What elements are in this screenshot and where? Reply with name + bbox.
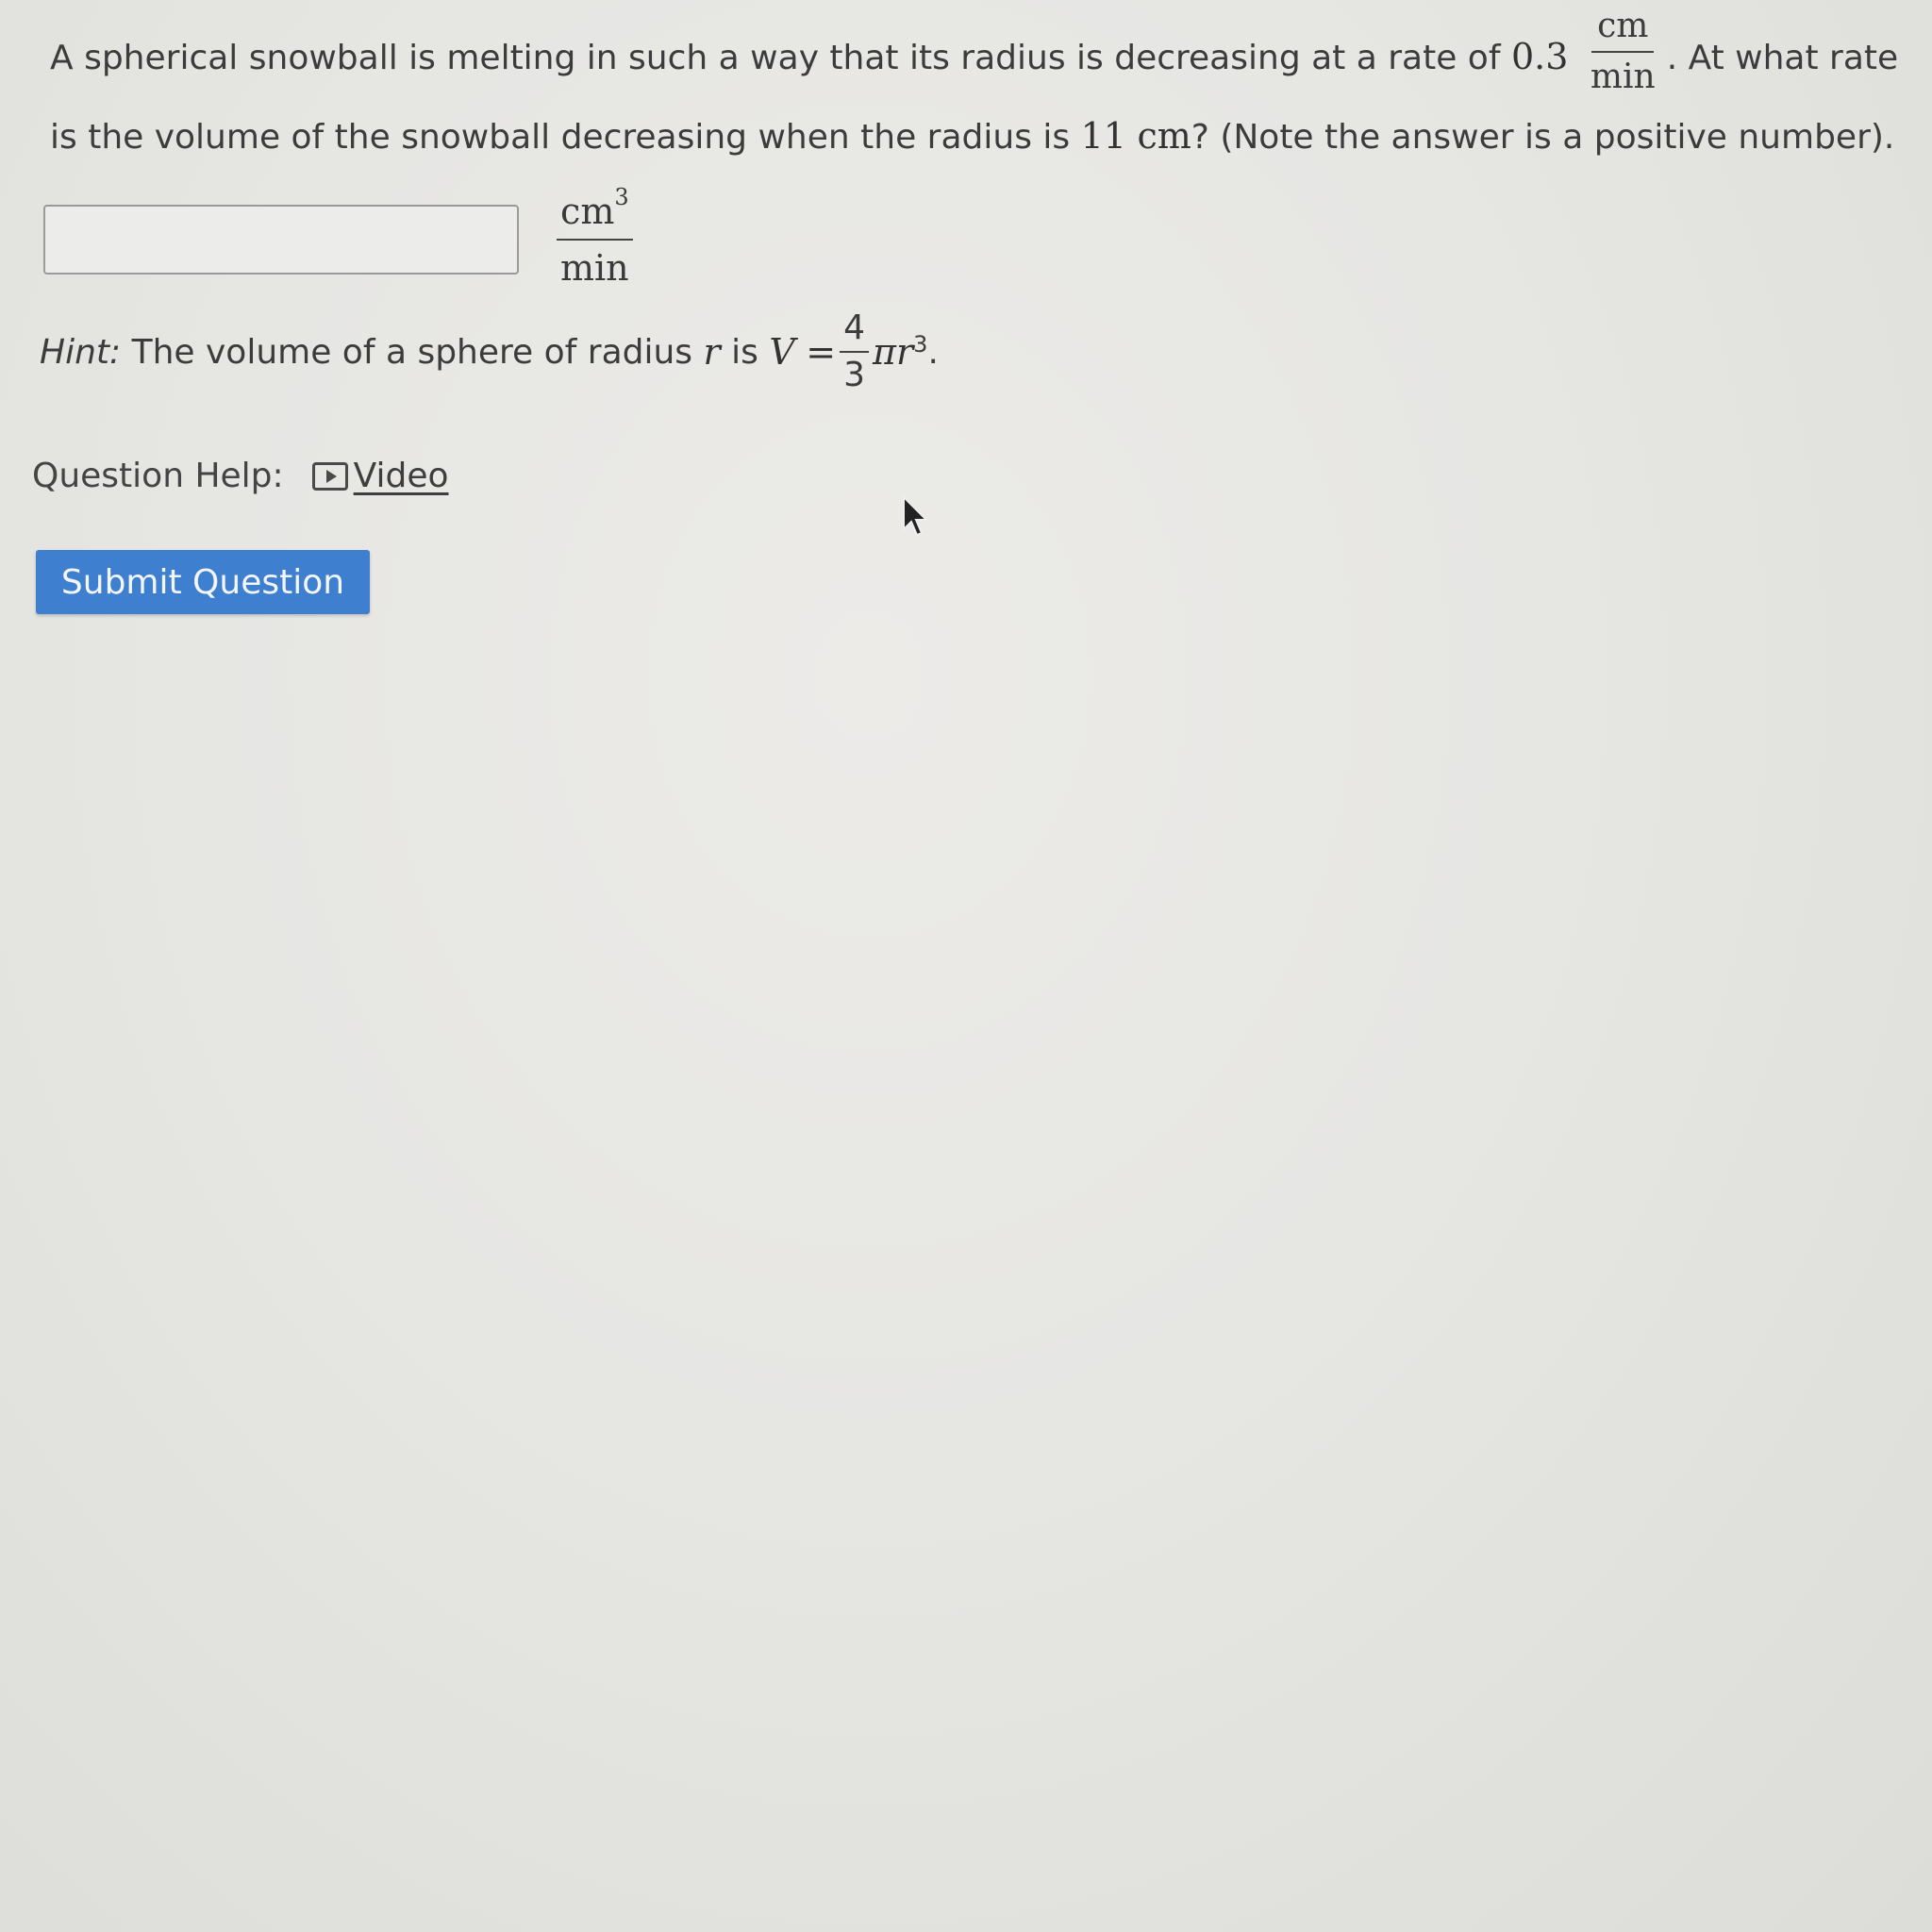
video-link[interactable]: [312, 457, 449, 495]
answer-unit-numerator: [557, 184, 633, 241]
rate-unit-numerator: cm: [1591, 9, 1654, 53]
hint: [40, 308, 939, 394]
hint-text: The volume of a sphere of radius: [131, 332, 693, 372]
hint-period: .: [927, 332, 939, 372]
question-help: [32, 457, 449, 495]
question-text-part3: ? (Note the answer is a positive number).: [1191, 118, 1895, 157]
rate-unit-fraction: [1585, 9, 1661, 94]
question-text-part2: . At what rate is the volume of the snowball decreasing when the radius is: [50, 39, 1899, 157]
answer-row: [43, 184, 639, 289]
hint-is: is: [731, 332, 758, 372]
question-help-label: Question Help:: [32, 457, 284, 495]
hint-var-r: r: [703, 331, 721, 373]
hint-fraction-denominator: 3: [843, 356, 866, 394]
answer-unit-fraction: [557, 184, 633, 289]
hint-equals: =: [806, 331, 837, 373]
rate-unit-denominator: min: [1590, 58, 1656, 96]
hint-fraction: [840, 308, 869, 394]
answer-input[interactable]: [43, 205, 519, 275]
video-link-label: Video: [353, 457, 449, 495]
radius-value: 11: [1080, 115, 1126, 157]
question-text-part1: A spherical snowball is melting in such a way that its radius is decreasing at a rate of: [50, 39, 1501, 77]
rate-value: 0.3: [1510, 36, 1569, 77]
hint-fraction-numerator: 4: [840, 311, 869, 353]
answer-unit-denominator: min: [560, 247, 629, 289]
hint-var-v: V: [769, 331, 795, 373]
submit-question-button[interactable]: Submit Question: [36, 550, 370, 614]
answer-unit-base: cm: [560, 191, 615, 232]
hint-pi-r: πr: [873, 331, 914, 373]
hint-label: Hint:: [40, 332, 122, 372]
question-text: [50, 7, 1899, 172]
play-icon: [312, 462, 348, 491]
radius-unit: cm: [1137, 115, 1191, 157]
hint-exponent: 3: [913, 331, 928, 358]
answer-unit-exponent: 3: [614, 184, 629, 210]
